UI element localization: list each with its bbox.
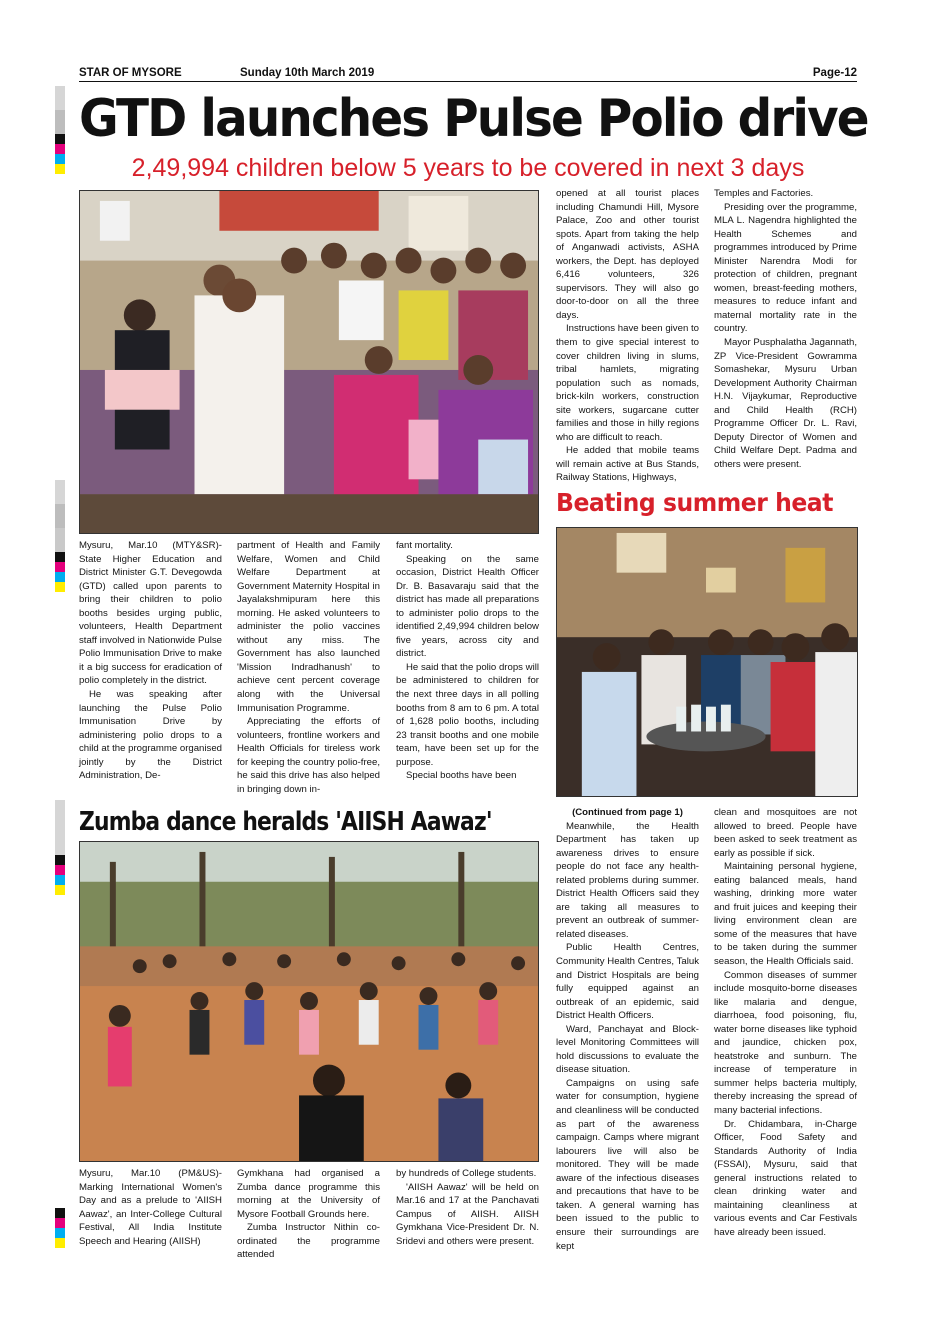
masthead — [79, 66, 857, 82]
newspaper-name: STAR OF MYSORE — [79, 67, 182, 79]
registration-marks-lower — [55, 800, 65, 895]
summer-story-column-2: clean and mosquitoes are not allowed to breed. People have been asked to seek treatment as early as possible if sick. Maintaining personal hygiene, eating balanced meals, hand washing, drinking more water and fruit juices and keeping their living environment clean are some of the measures that have to be taken during the summer season, the Health Officials said. Common diseases of summer include mosquito-borne diseases like malaria and dengue, diarrhoea, food poisoning, flu, water borne diseases like typhoid and jaundice, chicken pox, heatstroke and sunburn. The increase of temperature in summer helps bacteria multiply, thereby increasing the spread of many bacterial infections. Dr. Chidambara, in-Charge Officer, Food Safety and Standards Authority of India (FSSAI), Mysuru, said that general instructions related to clean drinking water and maintaining cleanliness at various events and Car Festivals have already been issued. — [714, 807, 857, 1238]
summer-heat-photo — [556, 527, 858, 797]
zumba-headline: Zumba dance heralds 'AIISH Aawaz' — [79, 807, 492, 837]
main-story-column-1: Mysuru, Mar.10 (MTY&SR)- State Higher Education and District Minister G.T. Devegowda (GTD) called upon parents to bring their children to polio booths besides urging public, volunteers, Health Department staff involved in Nationwide Pulse Polio Immunisation Drive to make it a big success for eradication of polio completely in the district. He was speaking after launching the Pulse Polio Immunisation Drive by administering polio drops to a child at the programme organised jointly by the District Administration, De- — [79, 540, 222, 782]
main-subhead: 2,49,994 children below 5 years to be covered in next 3 days — [131, 154, 805, 182]
main-story-column-3: fant mortality. Speaking on the same occasion, District Health Officer Dr. B. Basavaraju said that the district has made all preparations to administer polio drops to the identified 2,49,994 children below five years, across city and district. He said that the polio drops will be administered to children for the next three days in all polling booths from 8 am to 6 pm. A total of 1,628 polio booths, including 23 transit booths and one mobile team, have been set up for the purpose. Special booths have been — [396, 540, 539, 782]
main-story-column-2: partment of Health and Family Welfare, Women and Child Welfare Department at Government Maternity Hospital in Jayalakshmipuram here this morning. He asked volunteers to administer the polio vaccines without any miss. The Government has also launched 'Mission Indradhanush' to achieve cent percent coverage along with the Universal Immunisation Programme. Appreciating the efforts of volunteers, frontline workers and Health Officials for tireless work for keeping the country polio-free, he said this drive has also helped in bringing down in- — [237, 540, 380, 795]
summer-story-column-1: (Continued from page 1) Meanwhile, the Health Department has taken up awareness drives to ensure people do not face any health-related problems during summer. District Health Officers said they are taking all measures to prevent an outbreak of summer-related diseases. Public Health Centres, Community Health Centres, Taluk and District Hospitals are being fully equipped against an outbreak of an epidemic, said District Health Officers. Ward, Panchayat and Block-level Monitoring Committees will hold discussions to evaluate the disease situation. Campaigns on using safe water for consumption, hygiene and cleanliness will be conducted as part of the awareness campaign. Camps where migrant labourers live will also be monitored. They will be made aware of the infectious diseases and precautions that have to be taken. A general warning has been issued to the public to ensure their surroundings are kept — [556, 807, 699, 1252]
registration-marks-top — [55, 86, 65, 174]
registration-marks-mid — [55, 480, 65, 592]
main-story-column-5: Temples and Factories. Presiding over the programme, MLA L. Nagendra highlighted the Health Schemes and programmes introduced by Prime Minister Narendra Modi for protection of children, pregnant women, breast-feeding mothers, measures to reduce infant and maternal mortality rate in the country. Mayor Pusphalatha Jagannath, ZP Vice-President Gowramma Somashekar, Mysuru Urban Development Authority Chairman H.N. Vijaykumar, Reproductive and Child Health (RCH) Programme Officer Dr. L. Ravi, Deputy Director of Women and Child Welfare Dept. Padma and others were present. — [714, 188, 857, 470]
main-story-column-4: opened at all tourist places including Chamundi Hill, Mysore Palace, Zoo and other tourist spots. Apart from taking the help of Anganwadi activists, ASHA workers, the Dept. has deployed 6,416 volunteers, 326 supervisors. They will also go door-to-door on all the three days. Instructions have been given to them to give special interest to cover children living in slums, tribal hamlets, migrating population such as nomads, brick-kiln workers, construction site workers, sugarcane cutter families and those in hilly regions who are difficult to reach. He added that mobile teams will remain active at Bus Stands, Railway Stations, Highways, — [556, 188, 699, 484]
zumba-story-column-3: by hundreds of College students. 'AIISH Aawaz' will be held on Mar.16 and 17 at the Panchavati Campus of AIISH. AIISH Gymkhana Vice-President Dr. N. Sridevi and others were present. — [396, 1168, 539, 1247]
issue-date: Sunday 10th March 2019 — [240, 67, 375, 79]
summer-headline: Beating summer heat — [556, 488, 833, 517]
continued-marker: (Continued from page 1) — [572, 807, 683, 818]
zumba-dance-photo — [79, 841, 539, 1162]
main-headline: GTD launches Pulse Polio drive — [79, 89, 868, 149]
registration-marks-bottom — [55, 1208, 65, 1248]
polio-drive-photo — [79, 190, 539, 534]
zumba-story-column-2: Gymkhana had organised a Zumba dance programme this morning at the University of Mysore Football Grounds here. Zumba Instructor Nithin co-ordinated the programme attended — [237, 1168, 380, 1261]
zumba-story-column-1: Mysuru, Mar.10 (PM&US)- Marking International Women's Day and as a prelude to 'AIISH Aawaz', an Inter-College Cultural Festival, All India Institute Speech and Hearing (AIISH) — [79, 1168, 222, 1247]
page-number: Page-12 — [812, 67, 857, 79]
